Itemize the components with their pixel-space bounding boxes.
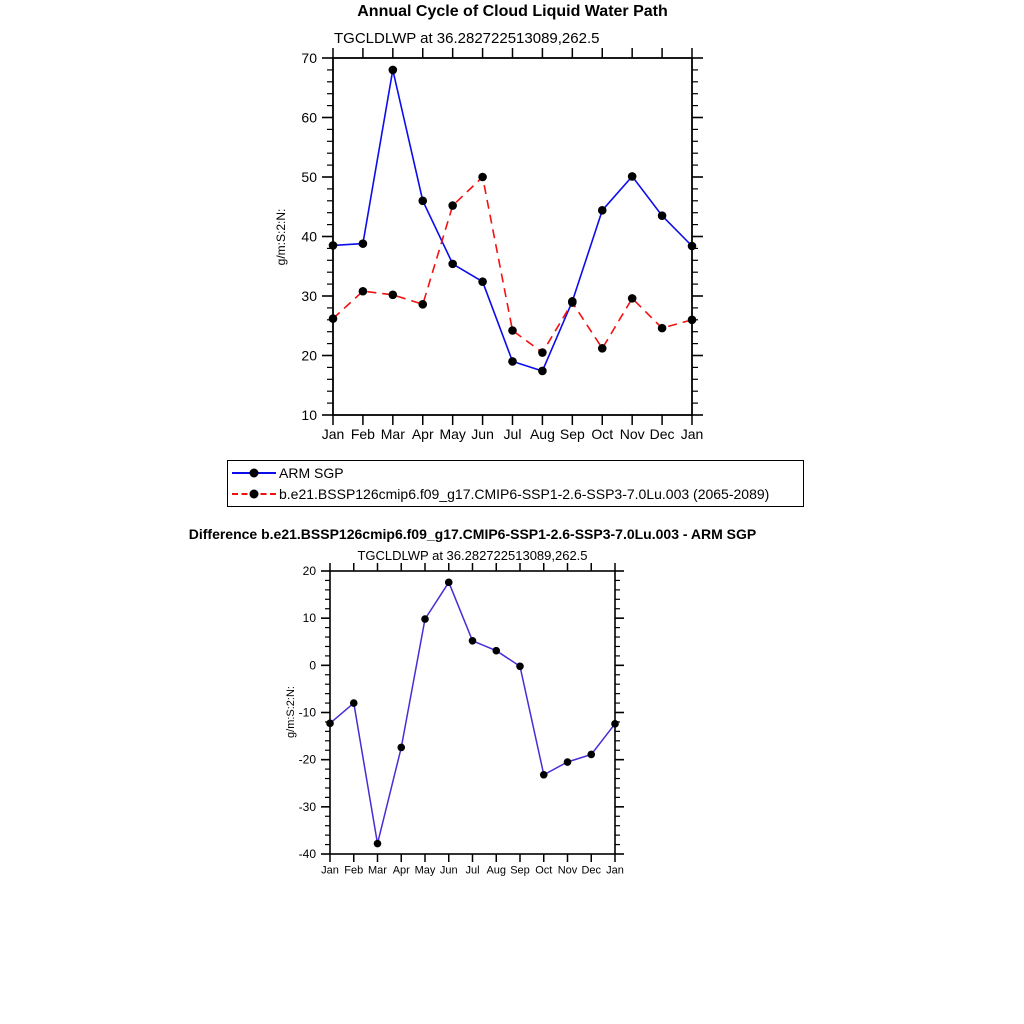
y-tick-label: 0 — [309, 658, 316, 673]
data-point — [540, 771, 548, 779]
top-chart-title: Annual Cycle of Cloud Liquid Water Path — [357, 3, 668, 20]
y-tick-label: 60 — [301, 109, 317, 126]
x-tick-label: Nov — [557, 864, 578, 877]
legend — [227, 460, 804, 507]
data-point — [598, 344, 607, 353]
x-tick-label: Oct — [535, 864, 553, 877]
data-point — [628, 172, 637, 181]
data-point — [538, 367, 547, 376]
data-point — [688, 316, 697, 325]
x-tick-label: Mar — [368, 864, 387, 877]
data-point — [359, 287, 368, 296]
data-point — [508, 357, 517, 366]
data-point — [478, 277, 487, 286]
x-tick-label: Jan — [321, 425, 345, 442]
data-point — [329, 241, 338, 250]
x-tick-label: Jul — [465, 864, 480, 877]
data-point — [492, 647, 500, 655]
x-tick-label: Jun — [471, 425, 494, 442]
data-point — [326, 720, 334, 728]
y-tick-label: 10 — [301, 406, 317, 423]
data-point — [329, 314, 338, 323]
x-tick-label: Jan — [321, 864, 339, 877]
data-point — [350, 699, 358, 707]
top-chart-y-axis-label: g/m:S:2:N: — [274, 208, 288, 266]
data-point — [389, 66, 398, 75]
data-point — [478, 173, 487, 182]
data-point — [421, 615, 429, 623]
data-point — [516, 662, 524, 670]
legend-label-model: b.e21.BSSP126cmip6.f09_g17.CMIP6-SSP1-2.6-SSP3-7.0Lu.003 (2065-2089) — [279, 485, 770, 502]
legend-label-arm-sgp: ARM SGP — [279, 465, 344, 482]
data-point — [418, 300, 427, 309]
y-tick-label: -10 — [298, 705, 316, 720]
x-tick-label: Feb — [350, 425, 375, 442]
bottom-chart-title: Difference b.e21.BSSP126cmip6.f09_g17.CMIP6-SSP1-2.6-SSP3-7.0Lu.003 - ARM SGP — [188, 526, 757, 542]
marker-dot-icon — [250, 489, 259, 498]
y-tick-label: -20 — [298, 752, 316, 767]
data-point — [508, 326, 517, 335]
data-point — [448, 201, 457, 210]
y-tick-label: 70 — [301, 49, 317, 66]
y-tick-label: 20 — [302, 564, 316, 579]
x-tick-label: Jun — [439, 864, 458, 877]
data-point — [359, 239, 368, 248]
bottom-chart-subtitle: TGCLDLWP at 36.282722513089,262.5 — [357, 548, 588, 563]
y-tick-label: -40 — [298, 847, 316, 862]
data-point — [688, 242, 697, 251]
series-line-0-0 — [333, 70, 692, 371]
data-point — [628, 294, 637, 303]
x-tick-label: May — [439, 425, 466, 442]
data-point — [448, 260, 457, 269]
x-tick-label: Jan — [606, 864, 624, 877]
x-tick-label: Sep — [559, 425, 585, 442]
data-point — [587, 751, 595, 759]
x-tick-label: May — [414, 864, 436, 877]
x-tick-label: Sep — [510, 864, 530, 877]
x-tick-label: Jan — [680, 425, 704, 442]
data-point — [445, 579, 453, 587]
data-point — [469, 637, 477, 645]
x-tick-label: Oct — [591, 425, 614, 442]
data-point — [538, 348, 547, 357]
series-line-0-1 — [333, 177, 692, 353]
data-point — [397, 744, 405, 752]
x-tick-label: Jul — [503, 425, 522, 442]
legend-entry-model — [232, 484, 799, 505]
x-tick-label: Aug — [486, 864, 507, 877]
series-line-1-0 — [330, 582, 615, 843]
data-point — [658, 324, 667, 333]
x-tick-label: Aug — [529, 425, 555, 442]
y-tick-label: 30 — [301, 287, 317, 304]
data-point — [564, 758, 572, 766]
x-tick-label: Apr — [392, 864, 410, 877]
data-point — [568, 298, 577, 307]
x-tick-label: Apr — [411, 425, 434, 442]
data-point — [418, 197, 427, 206]
y-tick-label: 50 — [301, 168, 317, 185]
x-tick-label: Dec — [581, 864, 602, 877]
x-tick-label: Nov — [619, 425, 645, 442]
data-point — [658, 211, 667, 220]
x-tick-label: Feb — [344, 864, 364, 877]
x-tick-label: Mar — [380, 425, 405, 442]
top-chart-subtitle: TGCLDLWP at 36.282722513089,262.5 — [334, 30, 600, 47]
data-point — [374, 840, 382, 848]
data-point — [598, 206, 607, 215]
marker-dot-icon — [250, 469, 259, 478]
legend-entry-arm-sgp — [232, 463, 799, 484]
bottom-chart-y-axis-label: g/m:S:2:N: — [285, 686, 297, 738]
x-tick-label: Dec — [649, 425, 675, 442]
y-tick-label: 20 — [301, 347, 317, 364]
y-tick-label: 40 — [301, 228, 317, 245]
y-tick-label: 10 — [302, 611, 316, 626]
data-point — [389, 291, 398, 300]
y-tick-label: -30 — [298, 799, 316, 814]
data-point — [611, 720, 619, 728]
